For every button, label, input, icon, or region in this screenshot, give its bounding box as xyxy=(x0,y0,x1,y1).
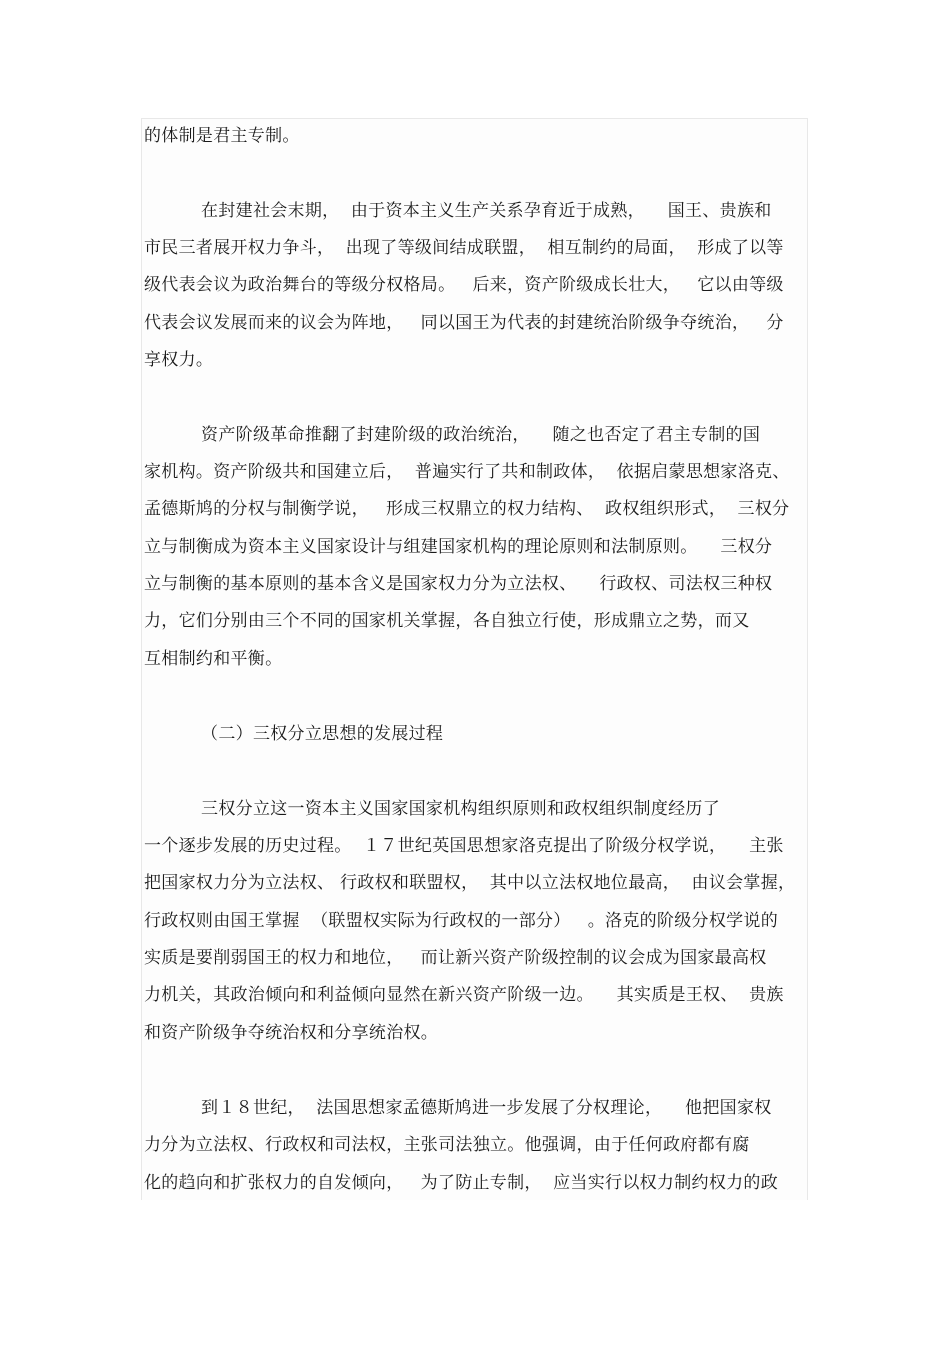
text-line: 立与制衡成为资本主义国家设计与组建国家机构的理论原则和法制原则。 三权分 xyxy=(144,537,773,557)
text-line: 互相制约和平衡。 xyxy=(144,649,283,669)
text-line: 力，它们分别由三个不同的国家机关掌握，各自独立行使，形成鼎立之势，而又 xyxy=(144,611,750,631)
text-line: 级代表会议为政治舞台的等级分权格局。 后来，资产阶级成长壮大， 它以由等级 xyxy=(144,275,784,295)
text-line: 在封建社会末期， 由于资本主义生产关系孕育近于成熟， 国王、贵族和 xyxy=(144,201,772,221)
text-line: 一个逐步发展的历史过程。 １７世纪英国思想家洛克提出了阶级分权学说， 主张 xyxy=(144,836,784,856)
section-heading: （二）三权分立思想的发展过程 xyxy=(144,724,444,744)
text-line: 代表会议发展而来的议会为阵地， 同以国王为代表的封建统治阶级争夺统治， 分 xyxy=(144,313,784,333)
text-line: 三权分立这一资本主义国家国家机构组织原则和政权组织制度经历了 xyxy=(144,799,721,819)
text-line: 孟德斯鸠的分权与制衡学说， 形成三权鼎立的权力结构、 政权组织形式， 三权分 xyxy=(144,499,790,519)
text-line: 和资产阶级争夺统治权和分享统治权。 xyxy=(144,1023,439,1043)
text-line: 资产阶级革命推翻了封建阶级的政治统治， 随之也否定了君主专制的国 xyxy=(144,425,761,445)
text-line: 市民三者展开权力争斗， 出现了等级间结成联盟， 相互制约的局面， 形成了以等 xyxy=(144,238,784,258)
text-line: 享权力。 xyxy=(144,350,214,370)
text-line: 家机构。资产阶级共和国建立后， 普遍实行了共和制政体， 依据启蒙思想家洛克、 xyxy=(144,462,790,482)
text-line: 的体制是君主专制。 xyxy=(144,126,300,146)
text-line: 力机关，其政治倾向和利益倾向显然在新兴资产阶级一边。 其实质是王权、 贵族 xyxy=(144,985,784,1005)
text-line: 行政权则由国王掌握 （联盟权实际为行政权的一部分） 。洛克的阶级分权学说的 xyxy=(144,911,779,931)
text-line: 化的趋向和扩张权力的自发倾向， 为了防止专制， 应当实行以权力制约权力的政 xyxy=(144,1173,779,1193)
text-line: 到１８世纪， 法国思想家孟德斯鸠进一步发展了分权理论， 他把国家权 xyxy=(144,1098,772,1118)
text-line: 立与制衡的基本原则的基本含义是国家权力分为立法权、 行政权、司法权三种权 xyxy=(144,574,773,594)
text-line: 力分为立法权、行政权和司法权，主张司法独立。他强调，由于任何政府都有腐 xyxy=(144,1135,750,1155)
text-line: 实质是要削弱国王的权力和地位， 而让新兴资产阶级控制的议会成为国家最高权 xyxy=(144,948,767,968)
text-line: 把国家权力分为立法权、 行政权和联盟权， 其中以立法权地位最高， 由议会掌握， xyxy=(144,873,796,893)
